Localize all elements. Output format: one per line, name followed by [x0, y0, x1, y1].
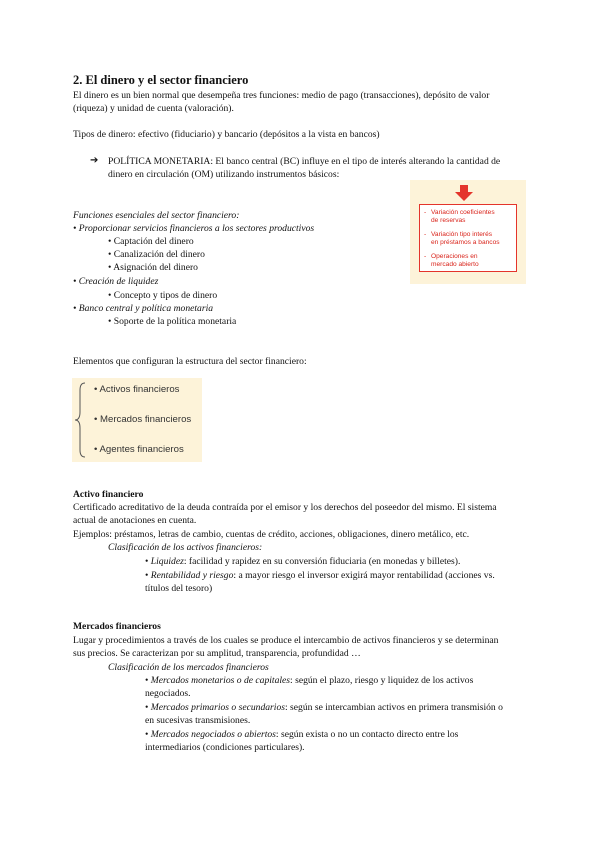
politica-line-2: dinero en circulación (OM) utilizando instrumentos básicos: [108, 169, 340, 180]
list-item-text: Captación del dinero [113, 236, 194, 247]
brace-item: • Agentes financieros [94, 444, 184, 455]
list-item-text: : a mayor riesgo el inversor exigirá mayor rentabilidad (acciones vs. [233, 570, 495, 581]
intro-line-2: (riqueza) y unidad de cuenta (valoración). [73, 103, 234, 114]
funciones-heading: Funciones esenciales del sector financiero: [73, 210, 240, 221]
brace-item: • Activos financieros [94, 384, 180, 395]
section-title: 2. El dinero y el sector financiero [73, 73, 249, 87]
elementos-text: Elementos que configuran la estructura del sector financiero: [73, 356, 307, 367]
list-item: • Mercados primarios o secundarios: según se intercambian activos en primera transmisión o [145, 702, 503, 713]
mercados-line-2: sus precios. Se caracterizan por su amplitud, transparencia, profundidad … [73, 648, 361, 659]
list-item-text: : según exista o no un contacto directo entre los [275, 729, 459, 740]
list-item: • Soporte de la política monetaria [108, 316, 237, 327]
funciones-group-2: • Creación de liquidez [73, 276, 159, 287]
instrumentos-figure [410, 180, 526, 284]
activo-line-3: Ejemplos: préstamos, letras de cambio, cuentas de crédito, acciones, obligaciones, dinero metálico, etc. [73, 529, 470, 540]
instrumento-line: en préstamos a bancos [431, 238, 500, 246]
mercados-line-1: Lugar y procedimientos a través de los cuales se produce el intercambio de activos financieros y se determinan [73, 635, 499, 646]
funciones-group-1: • Proporcionar servicios financieros a los sectores productivos [73, 223, 315, 234]
list-item-text: Canalización del dinero [113, 249, 205, 260]
mercados-heading: Mercados financieros [73, 621, 161, 632]
instrumento-item: - Variación tipo interés en préstamos a bancos [424, 231, 500, 246]
activo-heading: Activo financiero [73, 489, 144, 500]
instrumento-item: - Variación coeficientes de reservas [424, 209, 495, 224]
list-item-text: : según se intercambian activos en primera transmisión o [284, 702, 503, 713]
activo-line-1: Certificado acreditativo de la deuda contraída por el emisor y los derechos del poseedor del mismo. El sistema [73, 502, 497, 513]
list-item-text: : según el plazo, riesgo y liquidez de los activos [290, 675, 474, 686]
politica-line-1: POLÍTICA MONETARIA: El banco central (BC) influye en el tipo de interés alterando la cantidad de [108, 156, 501, 167]
list-item-text: Concepto y tipos de dinero [113, 290, 218, 301]
list-item: • Rentabilidad y riesgo: a mayor riesgo el inversor exigirá mayor rentabilidad (acciones vs. [145, 570, 495, 581]
list-item: • Captación del dinero [108, 236, 194, 247]
list-item-text: Soporte de la política monetaria [113, 316, 237, 327]
list-item: • Liquidez: facilidad y rapidez en su conversión fiduciaria (en monedas y billetes). [145, 556, 461, 567]
list-item: • Concepto y tipos de dinero [108, 290, 218, 301]
list-item-continuation: negociados. [145, 688, 191, 699]
list-item: • Mercados monetarios o de capitales: según el plazo, riesgo y liquidez de los activos [145, 675, 474, 686]
list-item-term: Liquidez [150, 556, 184, 567]
list-item: • Asignación del dinero [108, 262, 198, 273]
instrumento-line: Variación coeficientes [431, 209, 495, 216]
list-item-text: Asignación del dinero [113, 262, 198, 273]
elementos-figure [72, 378, 202, 462]
list-item-continuation: títulos del tesoro) [145, 583, 213, 594]
list-item-text: : facilidad y rapidez en su conversión fiduciaria (en monedas y billetes). [183, 556, 461, 567]
instrumento-line: Operaciones en [431, 253, 478, 260]
list-item: • Canalización del dinero [108, 249, 205, 260]
down-arrow-icon [455, 185, 473, 202]
brace-item-text: Agentes financieros [99, 444, 184, 455]
mercados-clasificacion: Clasificación de los mercados financieros [108, 662, 269, 673]
list-item-term: Mercados negociados o abiertos [150, 729, 276, 740]
funciones-group-3: • Banco central y política monetaria [73, 303, 214, 314]
tipos-dinero: Tipos de dinero: efectivo (fiduciario) y bancario (depósitos a la vista en bancos) [73, 129, 380, 140]
instrumento-line: de reservas [431, 216, 466, 224]
brace-icon [74, 382, 88, 458]
brace-item-text: Activos financieros [99, 384, 180, 395]
list-item-term: Rentabilidad y riesgo [150, 570, 234, 581]
list-item-term: Mercados primarios o secundarios [150, 702, 285, 713]
brace-item-text: Mercados financieros [100, 414, 192, 425]
instrumento-line: mercado abierto [431, 260, 479, 268]
activo-line-2: actual de anotaciones en cuenta. [73, 515, 197, 526]
intro-line-1: El dinero es un bien normal que desempeña tres funciones: medio de pago (transacciones), depósito de valor [73, 90, 490, 101]
right-arrow-icon: ➔ [90, 155, 99, 166]
list-item-continuation: intermediarios (condiciones particulares). [145, 742, 305, 753]
instrumento-line: Variación tipo interés [431, 231, 493, 238]
activo-clasificacion: Clasificación de los activos financieros: [108, 542, 263, 553]
instrumentos-list [419, 204, 517, 272]
list-item-continuation: en sucesivas transmisiones. [145, 715, 251, 726]
brace-item: • Mercados financieros [94, 414, 192, 425]
list-item-term: Mercados monetarios o de capitales [150, 675, 291, 686]
instrumento-item: - Operaciones en mercado abierto [424, 253, 479, 268]
list-item: • Mercados negociados o abiertos: según exista o no un contacto directo entre los [145, 729, 459, 740]
